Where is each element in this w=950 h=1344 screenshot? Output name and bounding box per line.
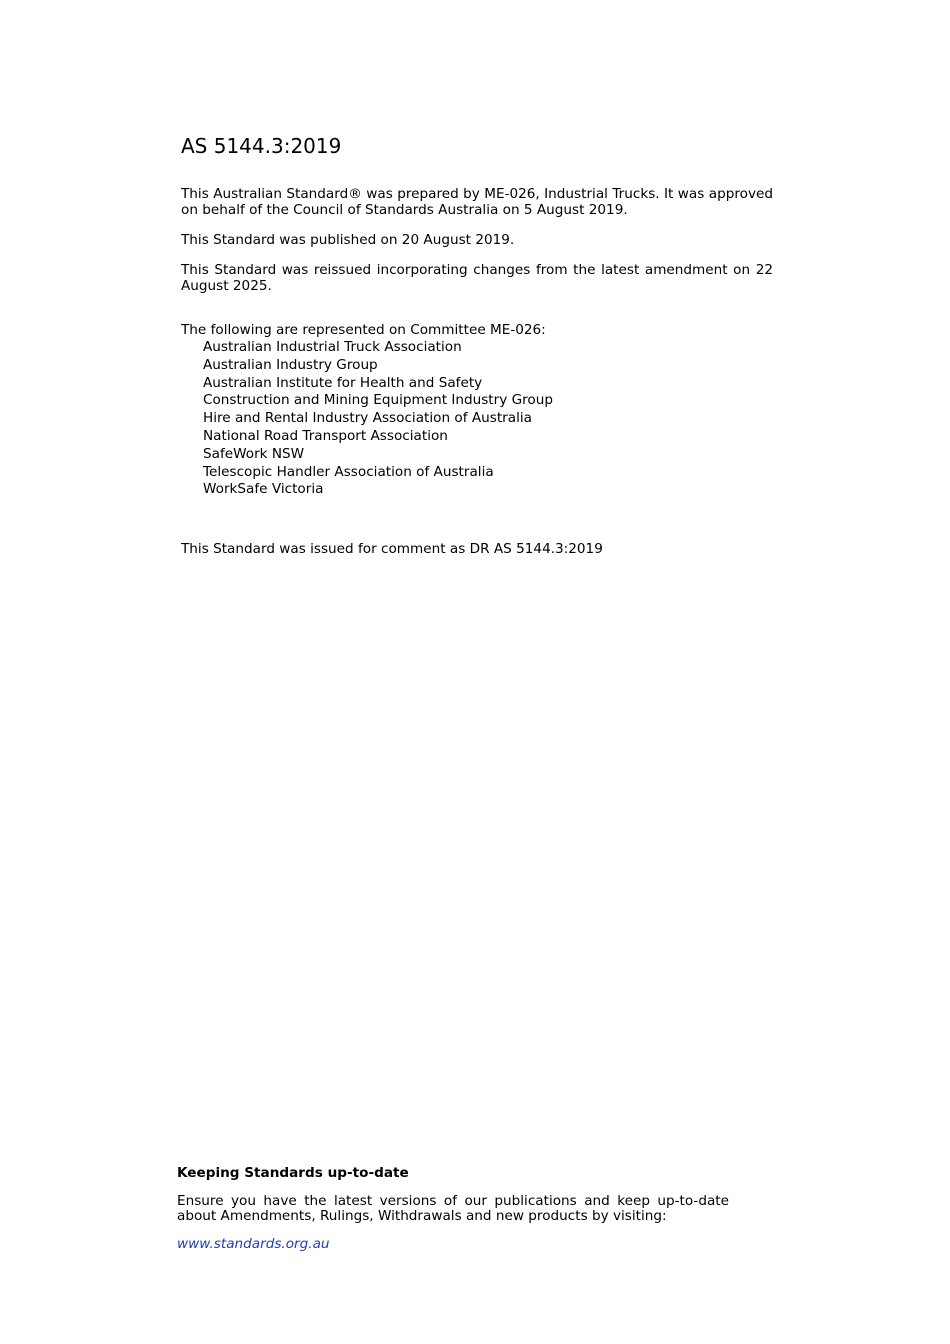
comment-note: This Standard was issued for comment as DR AS 5144.3:2019	[181, 541, 603, 557]
committee-member-list	[181, 339, 553, 499]
standards-website-link[interactable]: www.standards.org.au	[177, 1236, 330, 1252]
committee-member: National Road Transport Association	[203, 427, 448, 444]
committee-members-section	[181, 322, 553, 499]
committee-member: Australian Industry Group	[203, 356, 378, 373]
standard-id-heading: AS 5144.3:2019	[181, 134, 342, 158]
committee-member: Construction and Mining Equipment Industry Group	[203, 392, 553, 409]
committee-member: Telescopic Handler Association of Australia	[203, 463, 494, 480]
committee-member: Australian Institute for Health and Safety	[203, 374, 483, 391]
committee-member: Australian Industrial Truck Association	[203, 339, 462, 355]
committee-intro: The following are represented on Committee ME-026:	[181, 322, 546, 338]
committee-member: WorkSafe Victoria	[203, 481, 324, 498]
publication-paragraph: This Standard was published on 20 August 2019.	[181, 232, 515, 248]
footer-text: Ensure you have the latest versions of our publications and keep up-to-date about Amendments, Rulings, Withdrawals and new products by visiting:	[177, 1193, 729, 1224]
reissue-paragraph: This Standard was reissued incorporating changes from the latest amendment on 22 August 2025.	[181, 262, 773, 294]
committee-member: Hire and Rental Industry Association of Australia	[203, 410, 532, 427]
footer-heading: Keeping Standards up-to-date	[177, 1165, 409, 1181]
preparation-paragraph: This Australian Standard® was prepared by ME-026, Industrial Trucks. It was approved on behalf of the Council of Standards Australia on 5 August 2019.	[181, 186, 773, 218]
committee-member: SafeWork NSW	[203, 445, 305, 462]
